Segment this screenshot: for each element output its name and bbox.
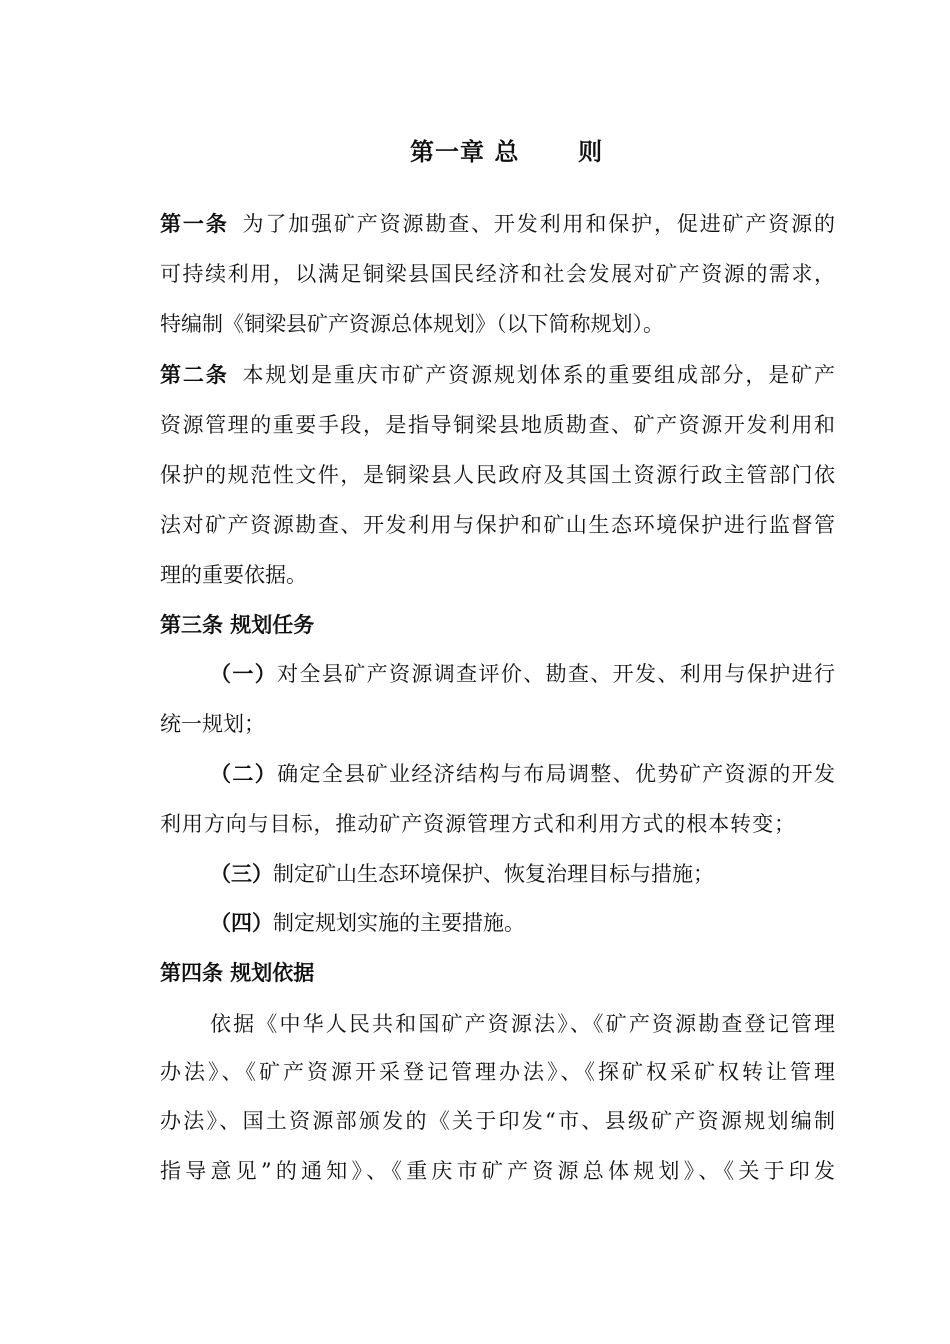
article-1-line-2: 可持续利用，以满足铜梁县国民经济和社会发展对矿产资源的需求，	[160, 262, 835, 286]
article-4-line-2: 办法》、《矿产资源开采登记管理办法》、《探矿权采矿权转让管理	[160, 1060, 835, 1084]
article-3-item-3: （三）制定矿山生态环境保护、恢复治理目标与措施；	[210, 862, 714, 886]
article-3-item-1-line-1: （一）对全县矿产资源调查评价、勘查、开发、利用与保护进行	[210, 662, 836, 686]
item-3-number: （三）	[210, 862, 273, 886]
article-2-line-2: 资源管理的重要手段，是指导铜梁县地质勘查、矿产资源开发利用和	[160, 413, 835, 437]
article-2-line-1: 第二条 本规划是重庆市矿产资源规划体系的重要组成部分，是矿产	[160, 363, 836, 387]
article-2-line-4: 法对矿产资源勘查、开发利用与保护和矿山生态环境保护进行监督管	[160, 513, 835, 537]
article-1-line-1: 第一条 为了加强矿产资源勘查、开发利用和保护，促进矿产资源的	[160, 212, 836, 236]
article-4-line-1: 依据《中华人民共和国矿产资源法》、《矿产资源勘查登记管理	[210, 1012, 835, 1036]
article-1-heading: 第一条	[160, 212, 229, 236]
article-2-line-3: 保护的规范性文件，是铜梁县人民政府及其国土资源行政主管部门依	[160, 463, 835, 487]
article-1-line-3: 特编制《铜梁县矿产资源总体规划》（以下简称规划）。	[160, 312, 664, 336]
chapter-title	[410, 136, 603, 168]
item-1-number: （一）	[210, 662, 278, 686]
article-3-heading: 第三条 规划任务	[160, 613, 315, 637]
article-2-heading: 第二条	[160, 363, 229, 387]
article-3-item-1-line-2: 统一规划；	[160, 712, 265, 736]
chapter-title-main: 第一章 总	[410, 138, 520, 166]
article-4-line-4: 指导意见”的通知》、《重庆市矿产资源总体规划》、《关于印发	[160, 1159, 835, 1183]
article-3-item-4: （四）制定规划实施的主要措施。	[210, 911, 525, 935]
item-4-number: （四）	[210, 911, 273, 935]
article-4-heading: 第四条 规划依据	[160, 961, 315, 985]
article-4-line-3: 办法》、国土资源部颁发的《关于印发“市、县级矿产资源规划编制	[160, 1109, 835, 1133]
item-2-number: （二）	[210, 762, 278, 786]
article-3-item-2-line-1: （二）确定全县矿业经济结构与布局调整、优势矿产资源的开发	[210, 762, 836, 786]
article-3-item-2-line-2: 利用方向与目标，推动矿产资源管理方式和利用方式的根本转变；	[160, 812, 795, 836]
chapter-title-end: 则	[578, 138, 604, 166]
article-2-line-5: 理的重要依据。	[160, 563, 307, 587]
